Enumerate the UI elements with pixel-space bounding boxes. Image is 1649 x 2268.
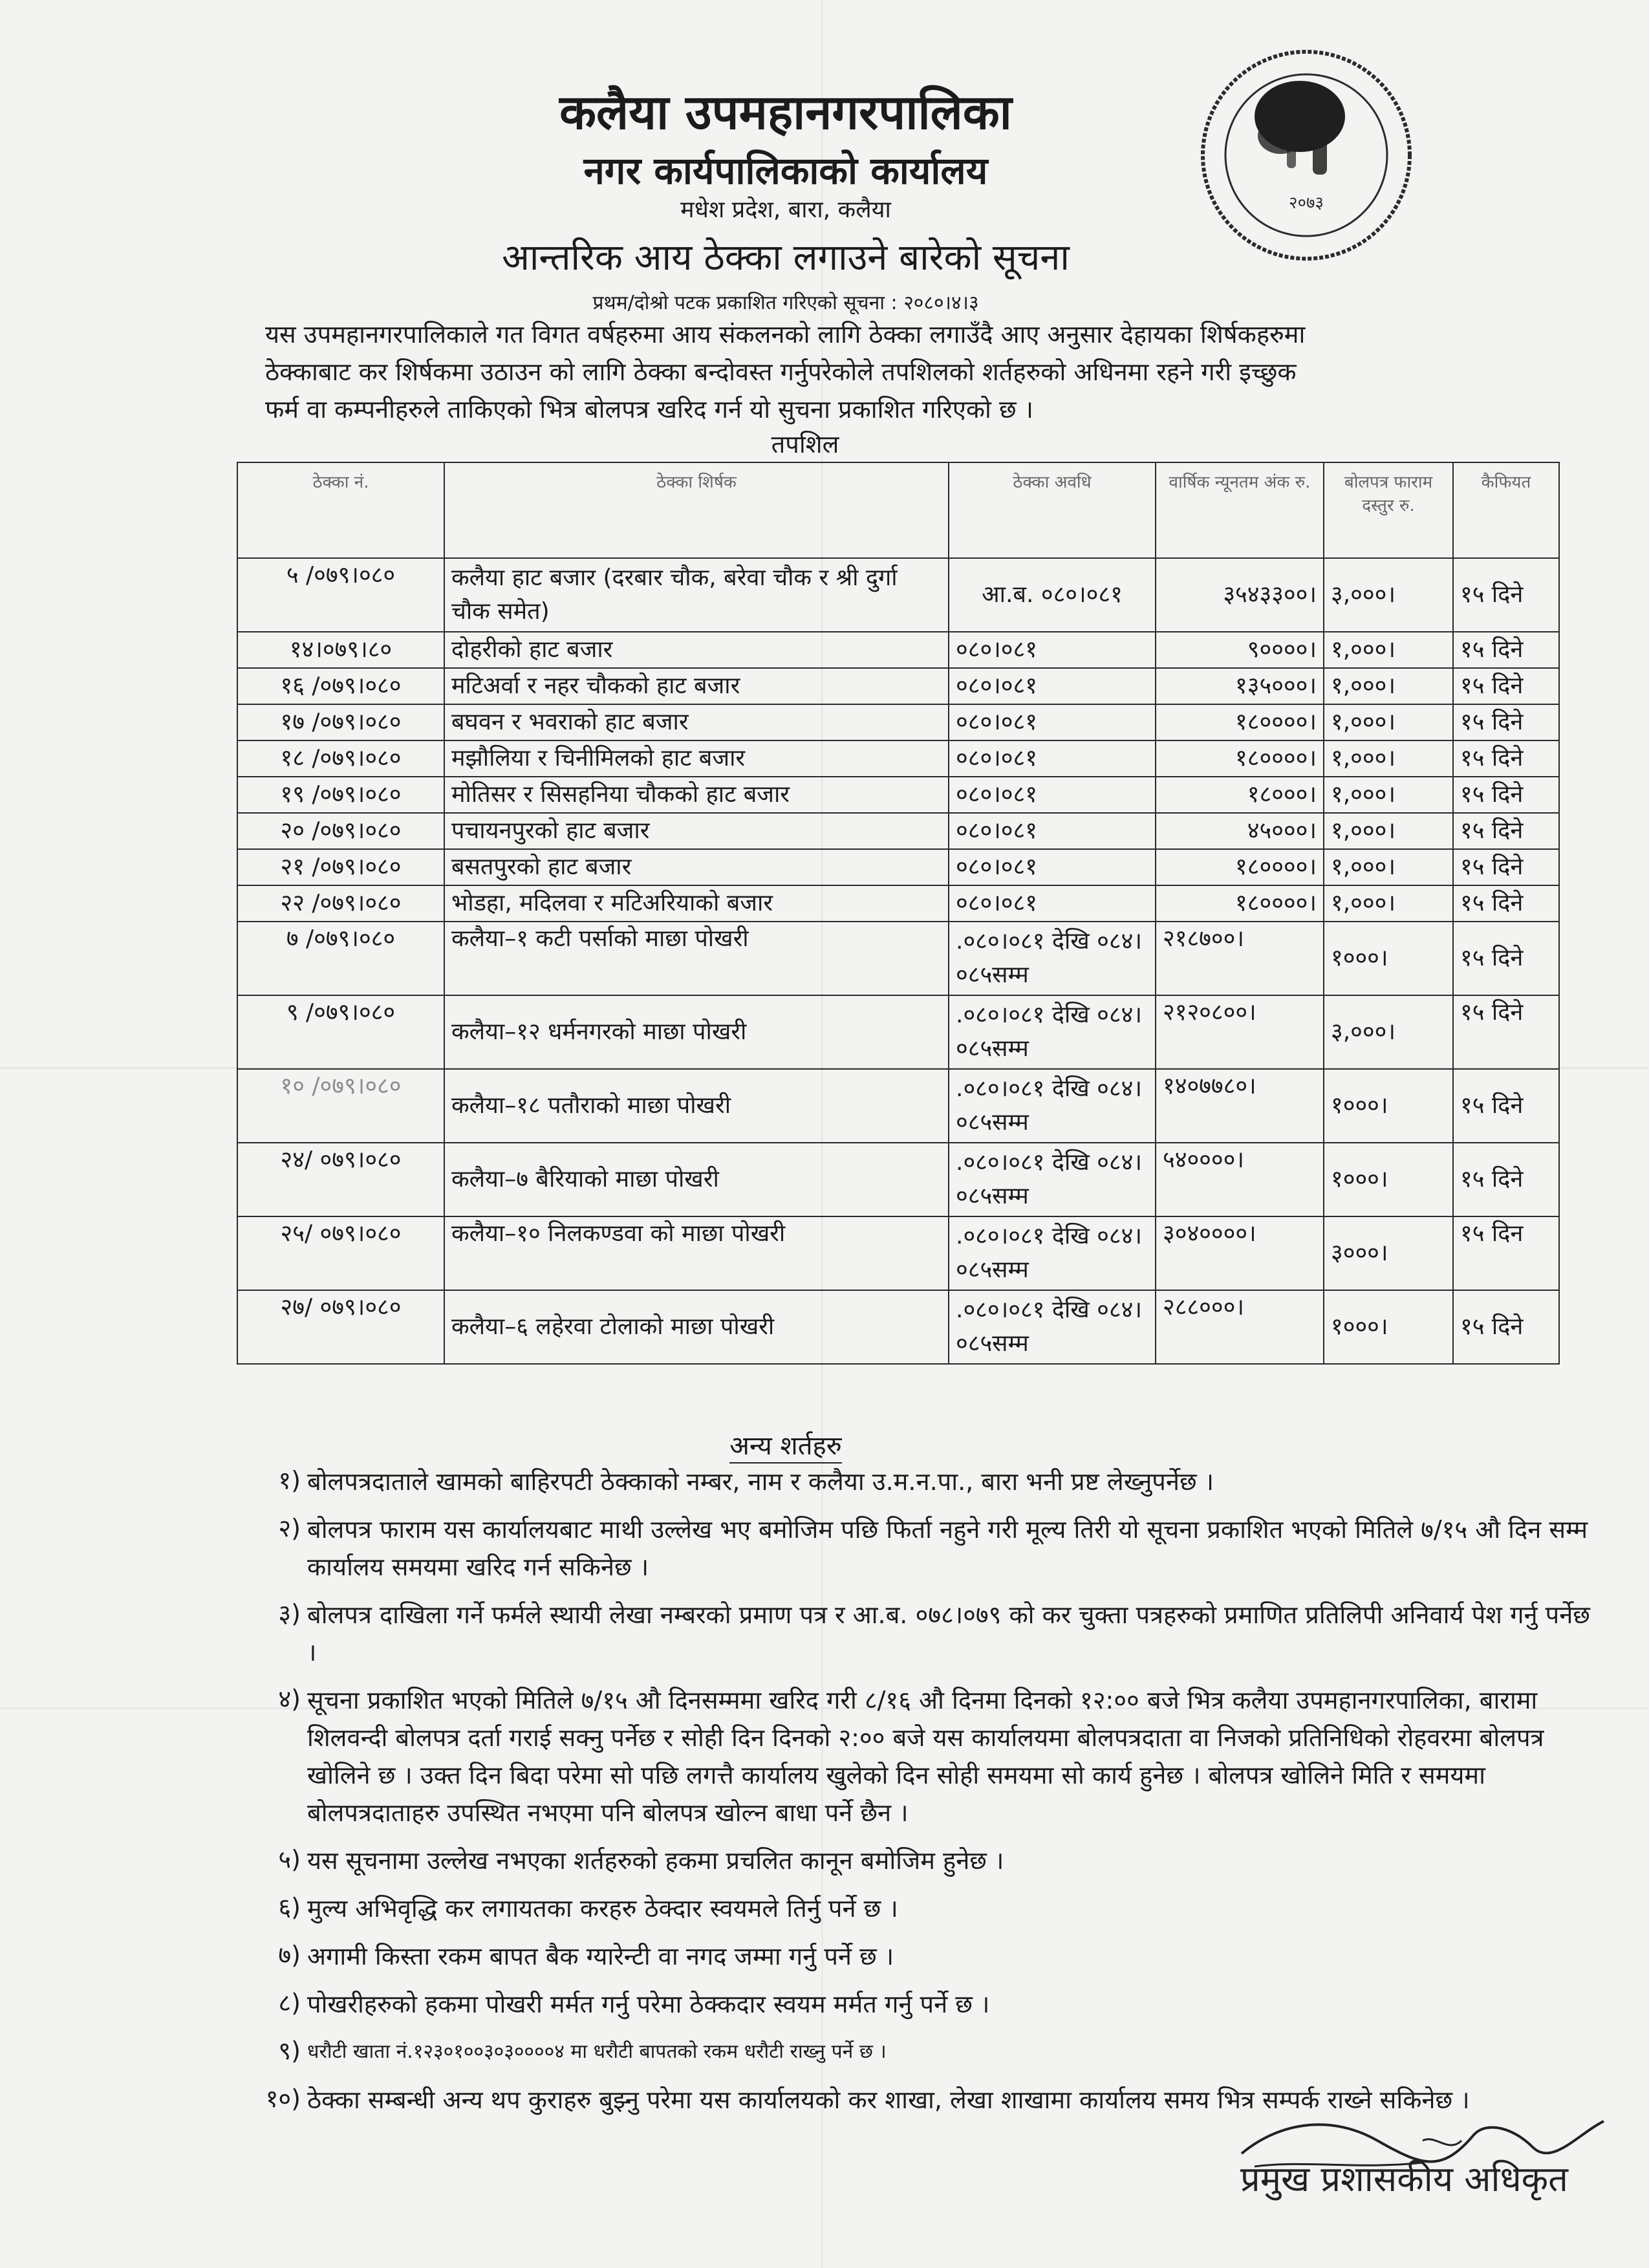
cell-annual-minimum: ४५०००। (1156, 813, 1324, 849)
cell-contract-period: ०८०।०८१ (949, 849, 1156, 885)
cell-annual-minimum: ९००००। (1156, 632, 1324, 668)
office-name: नगर कार्यपालिकाको कार्यालय (583, 149, 988, 193)
cell-contract-title: मोतिसर र सिसहनिया चौकको हाट बजार (444, 777, 949, 813)
cell-remarks: १५ दिने (1453, 995, 1559, 1069)
cell-contract-period: ०८०।०८१ (949, 777, 1156, 813)
table-row (237, 668, 1559, 704)
cell-annual-minimum: २८८०००। (1156, 1290, 1324, 1364)
condition-text: धरौटी खाता नं.१२३०१००३०३००००४ मा धरौटी बापतको रकम धरौटी राख्नु पर्ने छ । (307, 2040, 887, 2063)
cell-contract-period: .०८०।०८१ देखि ०८४।०८५सम्म (949, 995, 1156, 1069)
condition-text: अगामी किस्ता रकम बापत बैक ग्यारेन्टी वा नगद जम्मा गर्नु पर्ने छ । (307, 1942, 894, 1971)
org-name: कलैया उपमहानगरपालिका (559, 85, 1012, 140)
condition-number: ९) (278, 2036, 301, 2065)
condition-item (262, 2033, 1594, 2071)
cell-annual-minimum: १८००००। (1156, 849, 1324, 885)
cell-contract-no: ७ /०७९।०८० (237, 922, 444, 995)
condition-text: सूचना प्रकाशित भएको मितिले ७/१५ औ दिनसम्ममा खरिद गरी ८/१६ औ दिनमा दिनको १२:०० बजे भित्र कलैया उपमहानगरपालिका, बारामा शिलवन्दी बोलपत्र दर्ता गराई सक्नु पर्नेछ र सोही दिन दिनको २:०० बजे यस कार्यालयमा बोलपत्रदाता वा निजको प्रतिनिधिको रोहवरमा बोलपत्र खोलिने छ । उक्त दिन बिदा परेमा सो पछि लगत्तै कार्यालय खुलेको दिन सोही समयमा सो कार्य हुनेछ । बोलपत्र खोलिने मिति र समयमा बोलपत्रदाताहरु उपस्थित नभएमा पनि बोलपत्र खोल्न बाधा पर्ने छैन । (307, 1686, 1544, 1827)
condition-text: मुल्य अभिवृद्धि कर लगायतका करहरु ठेक्दार स्वयमले तिर्नु पर्ने छ । (307, 1894, 898, 1923)
condition-number: ६) (278, 1893, 301, 1921)
cell-form-fee: १,०००। (1324, 777, 1453, 813)
cell-remarks: १५ दिने (1453, 704, 1559, 740)
cell-form-fee: १०००। (1324, 1069, 1453, 1143)
cell-contract-title: कलैया–१२ धर्मनगरको माछा पोखरी (444, 995, 949, 1069)
cell-contract-period: आ.ब. ०८०।०८१ (949, 558, 1156, 632)
publish-info: प्रथम/दोश्रो पटक प्रकाशित गरिएको सूचना : २०८०।४।३ (592, 292, 979, 314)
intro-paragraph (265, 316, 1597, 428)
cell-remarks: १५ दिने (1453, 813, 1559, 849)
cell-remarks: १५ दिने (1453, 849, 1559, 885)
cell-form-fee: १,०००। (1324, 740, 1453, 777)
table-row (237, 632, 1559, 668)
condition-item (262, 1890, 1594, 1927)
cell-contract-title: दोहरीको हाट बजार (444, 632, 949, 668)
table-header-row (237, 462, 1559, 558)
cell-form-fee: ३,०००। (1324, 558, 1453, 632)
cell-contract-period: ०८०।०८१ (949, 740, 1156, 777)
signatory-title: प्रमुख प्रशासकीय अधिकृत (1240, 2159, 1568, 2199)
cell-remarks: १५ दिने (1453, 1290, 1559, 1364)
condition-text: बोलपत्र फाराम यस कार्यालयबाट माथी उल्लेख भए बमोजिम पछि फिर्ता नहुने गरी मूल्य तिरी यो सूचना प्रकाशित भएको मितिले ७/१५ औ दिन सम्म कार्यालय समयमा खरिद गर्न सकिनेछ । (307, 1515, 1588, 1581)
cell-contract-no: १४।०७९।८० (237, 632, 444, 668)
cell-contract-title: कलैया–६ लहेरवा टोलाको माछा पोखरी (444, 1290, 949, 1364)
cell-contract-period: ०८०।०८१ (949, 813, 1156, 849)
cell-contract-no: १७ /०७९।०८० (237, 704, 444, 740)
table-row (237, 995, 1559, 1069)
table-row (237, 740, 1559, 777)
cell-form-fee: १,०००। (1324, 885, 1453, 922)
cell-contract-title: कलैया–१० निलकण्डवा को माछा पोखरी (444, 1216, 949, 1290)
col-annual-minimum: वार्षिक न्यूनतम अंक रु. (1156, 462, 1324, 558)
table-row (237, 813, 1559, 849)
notice-title: आन्तरिक आय ठेक्का लगाउने बारेको सूचना (502, 237, 1070, 279)
cell-remarks: १५ दिने (1453, 922, 1559, 995)
condition-number: ८) (278, 1989, 301, 2017)
condition-item (262, 1842, 1594, 1879)
cell-contract-period: ०८०।०८१ (949, 704, 1156, 740)
cell-annual-minimum: १४०७७८०। (1156, 1069, 1324, 1143)
col-contract-title: ठेक्का शिर्षक (444, 462, 949, 558)
cell-form-fee: १०००। (1324, 1143, 1453, 1216)
cell-contract-title: मटिअर्वा र नहर चौकको हाट बजार (444, 668, 949, 704)
table-row (237, 885, 1559, 922)
table-row (237, 922, 1559, 995)
cell-annual-minimum: ५४००००। (1156, 1143, 1324, 1216)
cell-contract-title: बसतपुरको हाट बजार (444, 849, 949, 885)
condition-number: ७) (278, 1941, 301, 1969)
cell-contract-no: २० /०७९।०८० (237, 813, 444, 849)
condition-number: २) (278, 1514, 301, 1542)
cell-annual-minimum: १८००००। (1156, 740, 1324, 777)
cell-annual-minimum: १८००००। (1156, 704, 1324, 740)
cell-contract-no: २४/ ०७९।०८० (237, 1143, 444, 1216)
table-row (237, 849, 1559, 885)
cell-contract-period: ०८०।०८१ (949, 885, 1156, 922)
cell-annual-minimum: ३०४००००। (1156, 1216, 1324, 1290)
cell-form-fee: १०००। (1324, 922, 1453, 995)
cell-annual-minimum: १८००००। (1156, 885, 1324, 922)
cell-contract-title: कलैया हाट बजार (दरबार चौक, बरेवा चौक र श्री दुर्गा चौक समेत) (444, 558, 949, 632)
intro-line: यस उपमहानगरपालिकाले गत विगत वर्षहरुमा आय संकलनको लागि ठेक्का लगाउँदै आए अनुसार देहायका शिर्षकहरुमा (265, 320, 1306, 349)
cell-form-fee: १,०००। (1324, 668, 1453, 704)
cell-contract-no: २२ /०७९।०८० (237, 885, 444, 922)
cell-remarks: १५ दिन (1453, 1216, 1559, 1290)
cell-contract-period: .०८०।०८१ देखि ०८४।०८५सम्म (949, 1216, 1156, 1290)
condition-text: बोलपत्र दाखिला गर्ने फर्मले स्थायी लेखा नम्बरको प्रमाण पत्र र आ.ब. ०७८।०७९ को कर चुक्ता पत्रहरुको प्रमाणित प्रतिलिपी अनिवार्य पेश गर्नु पर्नेछ । (307, 1601, 1590, 1667)
col-contract-period: ठेक्का अवधि (949, 462, 1156, 558)
cell-contract-no: २१ /०७९।०८० (237, 849, 444, 885)
cell-contract-no: १६ /०७९।०८० (237, 668, 444, 704)
cell-form-fee: ३,०००। (1324, 995, 1453, 1069)
conditions-heading-text: अन्य शर्तहरु (729, 1431, 841, 1463)
condition-item (262, 1985, 1594, 2023)
cell-contract-no: १९ /०७९।०८० (237, 777, 444, 813)
cell-remarks: १५ दिने (1453, 740, 1559, 777)
table-row (237, 1143, 1559, 1216)
condition-number: ३) (278, 1599, 301, 1628)
table-heading: तपशिल (771, 430, 839, 459)
col-form-fee: बोलपत्र फाराम दस्तुर रु. (1324, 462, 1453, 558)
condition-text: पोखरीहरुको हकमा पोखरी मर्मत गर्नु परेमा ठेक्कदार स्वयम मर्मत गर्नु पर्ने छ । (307, 1990, 990, 2018)
cell-contract-no: २५/ ०७९।०८० (237, 1216, 444, 1290)
col-contract-no: ठेक्का नं. (237, 462, 444, 558)
condition-item (262, 1596, 1594, 1671)
contract-table (237, 462, 1560, 1365)
cell-contract-period: .०८०।०८१ देखि ०८४।०८५सम्म (949, 1290, 1156, 1364)
cell-annual-minimum: २१८७००। (1156, 922, 1324, 995)
cell-contract-title: कलैया–१ कटी पर्साको माछा पोखरी (444, 922, 949, 995)
condition-number: ५) (278, 1845, 301, 1874)
condition-number: १०) (265, 2084, 301, 2113)
col-remarks: कैफियत (1453, 462, 1559, 558)
condition-text: यस सूचनामा उल्लेख नभएका शर्तहरुको हकमा प्रचलित कानून बमोजिम हुनेछ । (307, 1846, 1004, 1875)
cell-contract-no: १८ /०७९।०८० (237, 740, 444, 777)
office-seal (1190, 39, 1423, 272)
cell-contract-period: .०८०।०८१ देखि ०८४।०८५सम्म (949, 1143, 1156, 1216)
cell-contract-no: ९ /०७९।०८० (237, 995, 444, 1069)
cell-remarks: १५ दिने (1453, 558, 1559, 632)
cell-contract-title: कलैया–७ बैरियाको माछा पोखरी (444, 1143, 949, 1216)
cell-remarks: १५ दिने (1453, 1143, 1559, 1216)
table-row (237, 1216, 1559, 1290)
condition-item (262, 1463, 1594, 1500)
cell-form-fee: १,०००। (1324, 849, 1453, 885)
cell-contract-title: बघवन र भवराको हाट बजार (444, 704, 949, 740)
cell-remarks: १५ दिने (1453, 668, 1559, 704)
cell-contract-period: .०८०।०८१ देखि ०८४।०८५सम्म (949, 922, 1156, 995)
seal-year: २०७३ (1288, 193, 1324, 213)
cell-form-fee: १,०००। (1324, 704, 1453, 740)
condition-item (262, 1681, 1594, 1831)
condition-item (262, 1938, 1594, 1975)
condition-item (262, 1511, 1594, 1586)
cell-annual-minimum: १८०००। (1156, 777, 1324, 813)
table-row (237, 777, 1559, 813)
cell-contract-title: कलैया–१८ पतौराको माछा पोखरी (444, 1069, 949, 1143)
cell-contract-title: मझौलिया र चिनीमिलको हाट बजार (444, 740, 949, 777)
conditions-heading (0, 1427, 1610, 1462)
table-row (237, 1290, 1559, 1364)
cell-form-fee: ३०००। (1324, 1216, 1453, 1290)
cell-annual-minimum: २१२०८००। (1156, 995, 1324, 1069)
table-row (237, 704, 1559, 740)
conditions-list (262, 1463, 1594, 2129)
cell-contract-no: १० /०७९।०८० (237, 1069, 444, 1143)
table-row (237, 558, 1559, 632)
cell-remarks: १५ दिने (1453, 1069, 1559, 1143)
cell-contract-period: .०८०।०८१ देखि ०८४।०८५सम्म (949, 1069, 1156, 1143)
cell-contract-no: ५ /०७९।०८० (237, 558, 444, 632)
cell-form-fee: १,०००। (1324, 632, 1453, 668)
cell-contract-title: पचायनपुरको हाट बजार (444, 813, 949, 849)
cell-form-fee: १,०००। (1324, 813, 1453, 849)
cell-annual-minimum: ३५४३३००। (1156, 558, 1324, 632)
intro-line: फर्म वा कम्पनीहरुले ताकिएको भित्र बोलपत्र खरिद गर्न यो सुचना प्रकाशित गरिएको छ । (265, 395, 1034, 424)
cell-contract-title: भोडहा, मदिलवा र मटिअरियाको बजार (444, 885, 949, 922)
intro-line: ठेक्काबाट कर शिर्षकमा उठाउन को लागि ठेक्का बन्दोवस्त गर्नुपरेकोले तपशिलको शर्तहरुको अधिनमा रहने गरी इच्छुक (265, 358, 1297, 386)
cell-remarks: १५ दिने (1453, 632, 1559, 668)
cell-contract-no: २७/ ०७९।०८० (237, 1290, 444, 1364)
table-row (237, 1069, 1559, 1143)
condition-number: १) (278, 1466, 301, 1495)
condition-number: ४) (278, 1685, 301, 1713)
cell-form-fee: १०००। (1324, 1290, 1453, 1364)
condition-text: बोलपत्रदाताले खामको बाहिरपटी ठेक्काको नम्बर, नाम र कलैया उ.म.न.पा., बारा भनी प्रष्ट लेख्नुपर्नेछ । (307, 1467, 1214, 1496)
cell-remarks: १५ दिने (1453, 777, 1559, 813)
cell-contract-period: ०८०।०८१ (949, 632, 1156, 668)
office-address: मधेश प्रदेश, बारा, कलैया (680, 197, 891, 223)
cell-remarks: १५ दिने (1453, 885, 1559, 922)
cell-annual-minimum: १३५०००। (1156, 668, 1324, 704)
condition-text: ठेक्का सम्बन्धी अन्य थप कुराहरु बुझ्नु परेमा यस कार्यालयको कर शाखा, लेखा शाखामा कार्यालय समय भित्र सम्पर्क राख्ने सकिनेछ । (307, 2086, 1470, 2114)
cell-contract-period: ०८०।०८१ (949, 668, 1156, 704)
